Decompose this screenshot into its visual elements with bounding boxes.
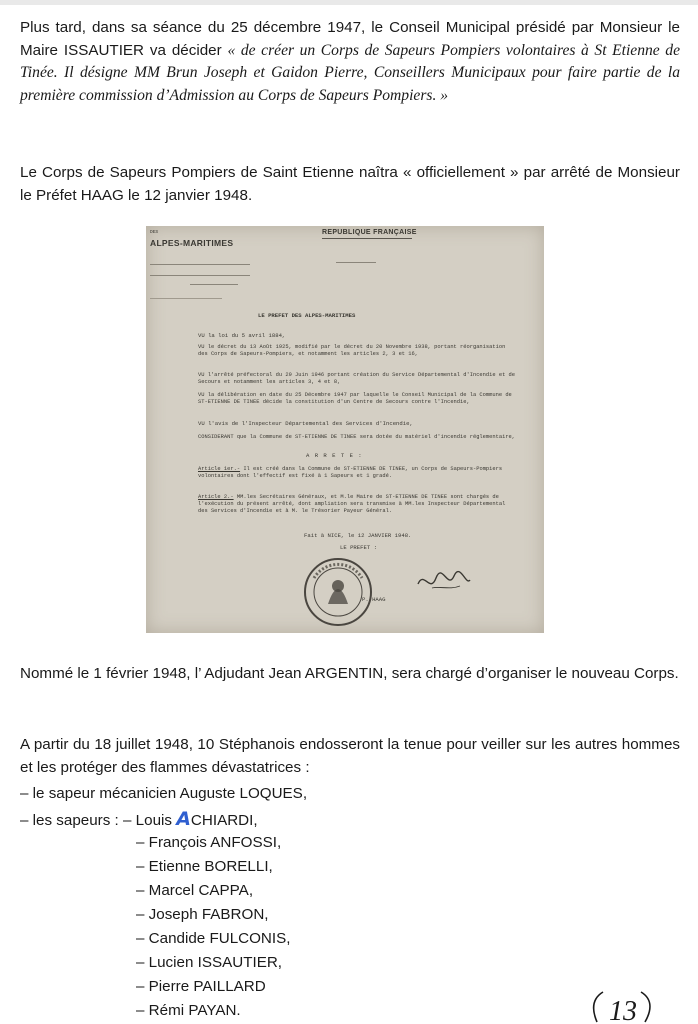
first-sapeur-rest: CHIARDI, bbox=[190, 812, 258, 829]
handwritten-correction: A bbox=[176, 808, 191, 830]
list-first-sapeur bbox=[20, 808, 258, 833]
deliberation-intro: Plus tard, dans sa séance du 25 décembre 1947, le Conseil Municipal présidé par Monsieur le Maire ISSAUTIER va décider bbox=[20, 19, 680, 59]
scan-article-2 bbox=[198, 494, 518, 515]
paragraph-deliberation bbox=[20, 17, 680, 107]
scan-art1-label: Article 1er.- bbox=[198, 466, 241, 472]
scan-dept-small: DES bbox=[150, 230, 159, 235]
scan-prefet-title: LE PREFET DES ALPES-MARITIMES bbox=[258, 312, 356, 319]
sapeurs-label: – les sapeurs : – bbox=[20, 812, 136, 829]
scan-vu-1: VU la loi du 5 avril 1884, bbox=[198, 332, 286, 339]
top-edge-shadow bbox=[0, 0, 698, 5]
scan-code-line bbox=[190, 284, 238, 285]
scan-art2-text: MM.les Secrétaires Généraux, et M.le Maire de ST-ETIENNE DE TINEE sont chargés de l'exécution du présent arrêté, dont ampliation sera transmise à MM.les Inspecteur Départemental des Services d'Incendie et à M. le Trésorier Payeur Général. bbox=[198, 494, 506, 514]
scan-vu-2: VU le décret du 13 Août 1925, modifié par le décret du 20 Novembre 1938, portant réorganisation des Corps de Sapeurs-Pompiers, et notamment les articles 2, 3 et 16, bbox=[198, 344, 506, 357]
list-item: – Rémi PAYAN. bbox=[136, 1002, 241, 1019]
paragraph-stephanois: A partir du 18 juillet 1948, 10 Stéphanois endosseront la tenue pour veiller sur les autres hommes et les protéger des flammes dévastatrices : bbox=[20, 736, 680, 776]
list-item: – Marcel CAPPA, bbox=[136, 882, 254, 899]
first-sapeur-prefix: Louis bbox=[135, 812, 177, 829]
scan-header-fields bbox=[150, 258, 250, 286]
paragraph-arrete: Le Corps de Sapeurs Pompiers de Saint Etienne naîtra « officiellement » par arrêté de Monsieur le Préfet HAAG le 12 janvier 1948. bbox=[20, 164, 680, 204]
list-item: – Lucien ISSAUTIER, bbox=[136, 954, 283, 971]
scan-republique: REPUBLIQUE FRANÇAISE bbox=[322, 229, 417, 236]
list-item: – Joseph FABRON, bbox=[136, 906, 269, 923]
scan-art2-label: Article 2.- bbox=[198, 494, 234, 500]
prefect-signature bbox=[414, 564, 474, 598]
scan-vu-3: VU l'arrêté préfectoral du 29 Juin 1946 portant création du Service Départemental d'Incendie et de Secours et notamment les articles 3, 4 et 8, bbox=[198, 372, 516, 385]
scan-vu-4: VU la délibération en date du 25 Décembre 1947 par laquelle le Conseil Municipal de la Commune de ST-ETIENNE DE TINEE décide la constitution d'un Centre de Secours contre l'Incendie, bbox=[198, 392, 512, 405]
scan-department: ALPES-MARITIMES bbox=[150, 238, 234, 248]
scan-arrete: A R R E T E : bbox=[306, 452, 363, 459]
list-item: – Candide FULCONIS, bbox=[136, 930, 291, 947]
list-item: – Pierre PAILLARD bbox=[136, 978, 266, 995]
scan-article-1 bbox=[198, 466, 518, 480]
page-number-text: 13 bbox=[609, 996, 637, 1024]
list-item: – François ANFOSSI, bbox=[136, 834, 282, 851]
scan-le-prefet: LE PREFET : bbox=[340, 544, 377, 551]
scan-signed-name: P. HAAG bbox=[362, 596, 386, 603]
prefecture-seal-stamp bbox=[302, 556, 374, 628]
scan-fait: Fait à NICE, le 12 JANVIER 1948. bbox=[304, 532, 412, 539]
handwritten-page-number bbox=[583, 990, 663, 1024]
scan-note-line bbox=[150, 298, 222, 307]
scan-considerant: CONSIDERANT que la Commune de ST-ETIENNE DE TINEE sera dotée du matériel d'incendie réglementaire, bbox=[198, 434, 516, 440]
scan-art1-text: Il est créé dans la Commune de ST-ETIENNE DE TINEE, un Corps de Sapeurs-Pompiers volontaires dont l'effectif est fixé à 1 Sapeurs et 1 gradé. bbox=[198, 466, 503, 479]
scanned-decree bbox=[146, 226, 544, 633]
scan-vu-5: VU l'avis de l'Inspecteur Départemental des Services d'Incendie, bbox=[198, 420, 413, 427]
scan-rule bbox=[322, 238, 412, 239]
scan-ref-line bbox=[336, 262, 376, 263]
list-item: – Etienne BORELLI, bbox=[136, 858, 273, 875]
list-mecanicien: – le sapeur mécanicien Auguste LOQUES, bbox=[20, 785, 308, 802]
deliberation-quote: « de créer un Corps de Sapeurs Pompiers volontaires à St Etienne de Tinée. Il désigne MM Brun Joseph et Gaidon Pierre, Conseillers Municipaux pour faire partie de la première commission d’Admission au Corps de Sapeurs Pompiers. » bbox=[20, 41, 680, 104]
paragraph-argentin: Nommé le 1 février 1948, l’ Adjudant Jean ARGENTIN, sera chargé d’organiser le nouveau Corps. bbox=[20, 665, 679, 682]
